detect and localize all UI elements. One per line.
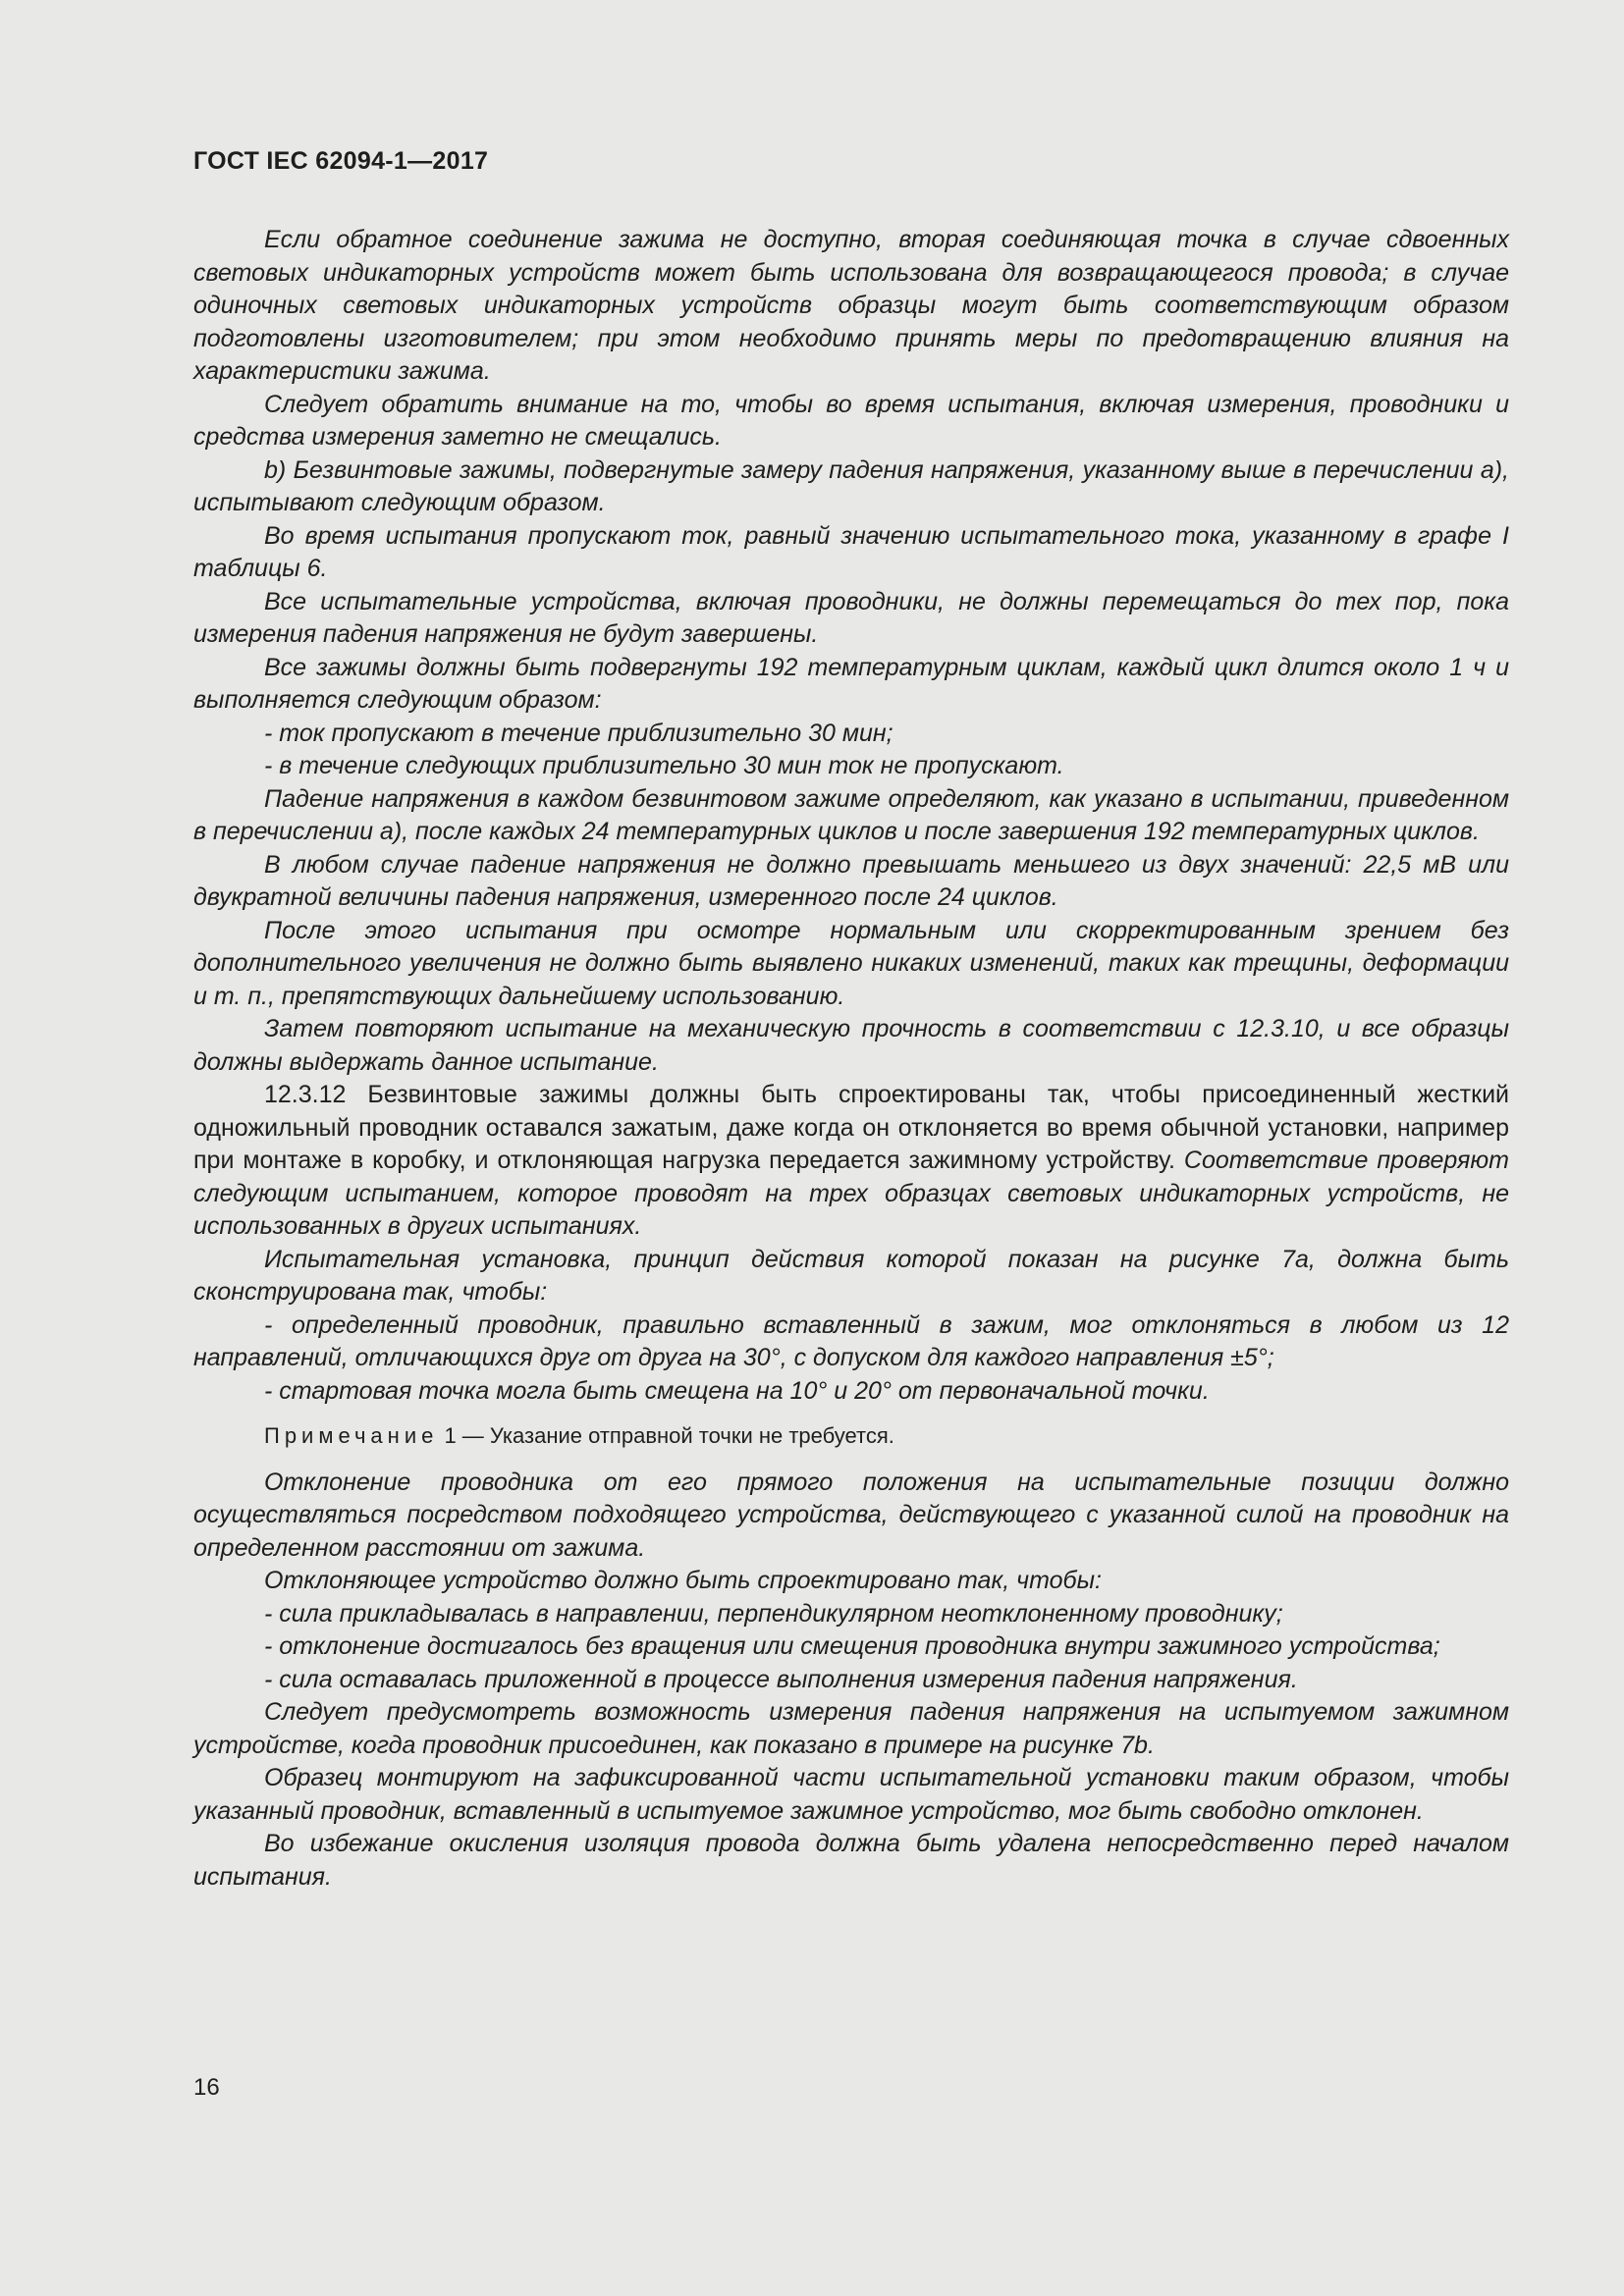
document-header: ГОСТ IEC 62094-1—2017 <box>193 147 489 175</box>
paragraph: Затем повторяют испытание на механическую прочность в соответствии с 12.3.10, и все образцы должны выдержать данное испытание. <box>193 1015 1509 1076</box>
page-number: 16 <box>193 2074 220 2101</box>
document-body <box>193 224 1509 1894</box>
paragraph: Если обратное соединение зажима не доступно, вторая соединяющая точка в случае сдвоенных световых индикаторных устройств может быть использована для возвращающегося провода; в случае одиночных световых индикаторных устройств образцы могут быть соответствующим образом подготовлены изготовителем; при этом необходимо принять меры по предотвращению влияния на характеристики зажима. <box>193 226 1509 385</box>
clause-compliance-text: Соответствие проверяют следующим испытанием, которое проводят на трех образцах световых индикаторных устройств, не использованных в других испытаниях. <box>193 1147 1509 1240</box>
paragraph: Отклонение проводника от его прямого положения на испытательные позиции должно осуществляться посредством подходящего устройства, действующего с указанной силой на проводник на определенном расстоянии от зажима. <box>193 1468 1509 1562</box>
list-item: - ток пропускают в течение приблизительно 30 мин; <box>264 719 893 747</box>
paragraph: Образец монтируют на зафиксированной части испытательной установки таким образом, чтобы указанный проводник, вставленный в испытуемое зажимное устройство, мог быть свободно отклонен. <box>193 1764 1509 1825</box>
list-item: - стартовая точка могла быть смещена на 10° и 20° от первоначальной точки. <box>264 1376 1210 1405</box>
paragraph: Следует обратить внимание на то, чтобы во время испытания, включая измерения, проводники и средства измерения заметно не смещались. <box>193 390 1509 451</box>
paragraph: Во избежание окисления изоляция провода должна быть удалена непосредственно перед началом испытания. <box>193 1830 1509 1891</box>
paragraph: Во время испытания пропускают ток, равный значению испытательного тока, указанному в графе I таблицы 6. <box>193 521 1509 582</box>
list-item: - отклонение достигалось без вращения или смещения проводника внутри зажимного устройства; <box>264 1632 1440 1660</box>
clause-12-3-12 <box>193 1079 1509 1244</box>
paragraph: Все зажимы должны быть подвергнуты 192 температурным циклам, каждый цикл длится около 1 ч и выполняется следующим образом: <box>193 653 1509 714</box>
list-item: - сила прикладывалась в направлении, перпендикулярном неотклоненному проводнику; <box>264 1599 1283 1628</box>
paragraph: Следует предусмотреть возможность измерения падения напряжения на испытуемом зажимном устройстве, когда проводник присоединен, как показано в примере на рисунке 7b. <box>193 1698 1509 1759</box>
paragraph: Все испытательные устройства, включая проводники, не должны перемещаться до тех пор, пока измерения падения напряжения не будут завершены. <box>193 587 1509 648</box>
note-text: 1 — Указание отправной точки не требуется. <box>438 1423 894 1448</box>
list-item: - сила оставалась приложенной в процессе выполнения измерения падения напряжения. <box>264 1665 1298 1693</box>
paragraph: Отклоняющее устройство должно быть спроектировано так, чтобы: <box>264 1567 1102 1594</box>
paragraph: После этого испытания при осмотре нормальным или скорректированным зрением без дополнительного увеличения не должно быть выявлено никаких изменений, таких как трещины, деформации и т. п., препятствующих дальнейшему использованию. <box>193 916 1509 1010</box>
clause-text: 12.3.12 Безвинтовые зажимы должны быть спроектированы так, чтобы присоединенный жесткий одножильный проводник оставался зажатым, даже когда он отклоняется во время обычной установки, например при монтаже в коробку, и отклоняющая нагрузка передается зажимному устройству. <box>193 1081 1509 1174</box>
paragraph: В любом случае падение напряжения не должно превышать меньшего из двух значений: 22,5 мВ или двукратной величины падения напряжения, измеренного после 24 циклов. <box>193 850 1509 911</box>
paragraph: b) Безвинтовые зажимы, подвергнутые замеру падения напряжения, указанному выше в перечислении а), испытывают следующим образом. <box>193 455 1509 516</box>
note <box>193 1419 1509 1453</box>
paragraph: Падение напряжения в каждом безвинтовом зажиме определяют, как указано в испытании, приведенном в перечислении а), после каждых 24 температурных циклов и после завершения 192 температурных циклов. <box>193 784 1509 845</box>
list-item: - определенный проводник, правильно вставленный в зажим, мог отклоняться в любом из 12 направлений, отличающихся друг от друга на 30°, с допуском для каждого направления ±5°; <box>193 1310 1509 1371</box>
list-item: - в течение следующих приблизительно 30 мин ток не пропускают. <box>264 752 1064 779</box>
note-label: Примечание <box>264 1423 439 1448</box>
paragraph: Испытательная установка, принцип действия которой показан на рисунке 7а, должна быть сконструирована так, чтобы: <box>193 1245 1509 1306</box>
